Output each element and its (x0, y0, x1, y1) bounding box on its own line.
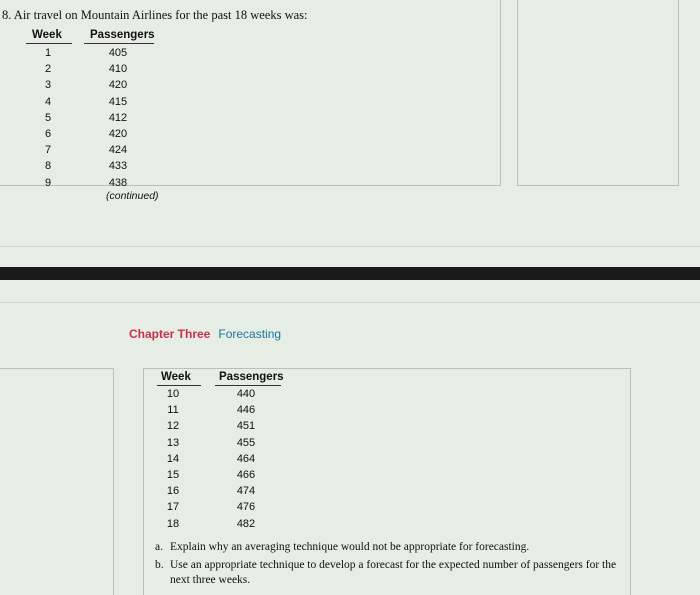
header-underline (26, 43, 72, 44)
passenger-table-weeks-1-9 (26, 29, 156, 199)
page-break-bar (0, 267, 700, 280)
passengers-cell: 438 (108, 176, 128, 189)
passengers-cell: 424 (108, 144, 128, 157)
passengers-cell: 474 (236, 485, 256, 498)
passengers-cell: 466 (236, 468, 256, 481)
side-frame-bottom (0, 368, 114, 595)
week-cell: 16 (166, 485, 180, 498)
passengers-cell: 420 (108, 127, 128, 140)
week-cell: 18 (166, 517, 180, 530)
week-column (26, 45, 70, 191)
week-cell: 12 (166, 420, 180, 433)
week-cell: 7 (44, 144, 52, 157)
table-header-week: Week (32, 29, 62, 41)
week-cell: 11 (167, 404, 179, 417)
passengers-cell: 464 (236, 452, 256, 465)
passengers-cell: 410 (108, 63, 128, 76)
table-header-passengers: Passengers (219, 371, 284, 383)
week-cell: 5 (44, 111, 52, 124)
header-underline (84, 43, 154, 44)
week-cell: 2 (44, 63, 52, 76)
chapter-number: Chapter Three (129, 327, 211, 341)
passengers-column (225, 386, 267, 532)
part-b-label: b. (155, 559, 164, 571)
passengers-cell: 412 (108, 111, 128, 124)
divider-line (0, 302, 700, 303)
week-cell: 15 (166, 468, 180, 481)
week-cell: 9 (44, 176, 52, 189)
week-cell: 10 (166, 388, 180, 400)
side-frame-top (517, 0, 679, 186)
week-cell: 4 (44, 95, 52, 108)
table-header-week: Week (161, 371, 191, 383)
week-cell: 13 (166, 436, 180, 449)
passenger-table-weeks-10-18 (157, 371, 287, 541)
table-header-passengers: Passengers (90, 29, 155, 41)
passengers-column (86, 45, 150, 191)
part-b-text: Use an appropriate technique to develop a forecast for the expected number of passengers for the next three weeks. (170, 559, 617, 586)
week-cell: 14 (166, 452, 180, 465)
passengers-cell: 476 (236, 501, 256, 514)
question-text: 8. Air travel on Mountain Airlines for the past 18 weeks was: (2, 8, 308, 22)
passengers-cell: 420 (108, 79, 128, 92)
week-cell: 6 (44, 127, 52, 140)
week-cell: 1 (44, 47, 52, 59)
chapter-name: Forecasting (218, 327, 282, 341)
divider-line (0, 246, 700, 247)
passengers-cell: 446 (236, 404, 256, 417)
week-cell: 8 (44, 160, 52, 173)
passengers-cell: 440 (236, 388, 256, 400)
passengers-cell: 415 (108, 95, 128, 108)
passengers-cell: 455 (236, 436, 256, 449)
part-a-label: a. (155, 541, 163, 553)
passengers-cell: 433 (108, 160, 128, 173)
week-cell: 17 (166, 501, 180, 514)
passengers-cell: 405 (108, 47, 128, 59)
passengers-cell: 451 (236, 420, 256, 433)
chapter-heading (129, 327, 281, 341)
week-column (157, 386, 189, 532)
week-cell: 3 (44, 79, 52, 92)
continued-note: (continued) (106, 190, 159, 202)
passengers-cell: 482 (236, 517, 256, 530)
part-a-text: Explain why an averaging technique would not be appropriate for forecasting. (170, 541, 530, 553)
